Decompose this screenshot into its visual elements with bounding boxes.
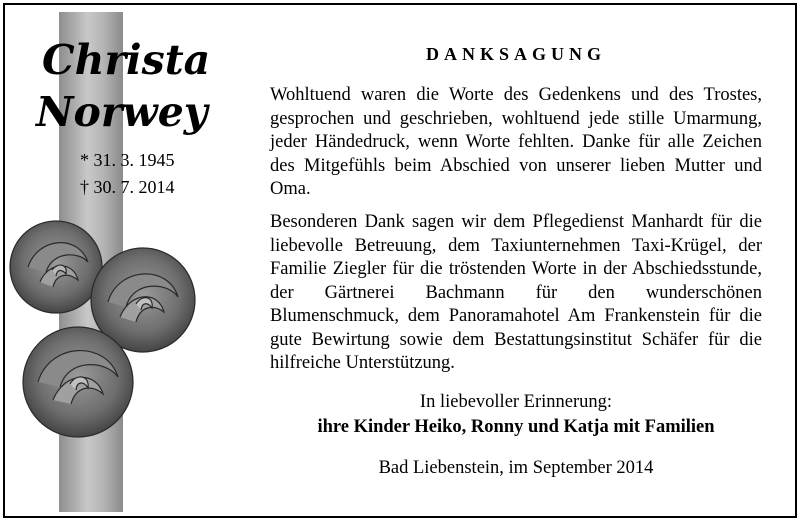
signers: ihre Kinder Heiko, Ronny und Katja mit Familien [317, 417, 715, 437]
notice-title: DANKSAGUNG [425, 44, 606, 64]
birth-date: * 31. 3. 1945 [80, 150, 175, 170]
roses-illustration [8, 212, 198, 462]
rose-top-left [10, 221, 102, 313]
first-name: Christa [42, 36, 211, 84]
paragraph-special-thanks: Besonderen Dank sagen wir dem Pflegedienst Manhardt für die liebevolle Betreuung, dem Taxiunternehmen Taxi-Krügel, der Familie Ziegler für die tröstenden Worte in der Abschiedsstunde, der Gärtnerei Bachmann für den wunderschönen Blumenschmuck, dem Panoramahotel Am Frankenstein für die gute Bewirtung sowie dem Bestattungsinstitut Schäfer für die hilfreiche Unterstützung. [270, 212, 762, 373]
paragraph-thanks: Wohltuend waren die Worte des Gedenkens und des Trostes, gesprochen und geschrieben, wohltuend jede stille Umarmung, jeder Händedruck, wenn Worte fehlten. Danke für alle Zeichen des Mitgefühls beim Abschied von unserer lieben Mutter und Oma. [270, 85, 762, 199]
last-name: Norwey [36, 88, 208, 136]
place-date: Bad Liebenstein, im September 2014 [378, 458, 654, 478]
closing-line: In liebevoller Erinnerung: [419, 392, 613, 412]
death-date: † 30. 7. 2014 [80, 177, 175, 197]
rose-bottom [23, 327, 133, 437]
